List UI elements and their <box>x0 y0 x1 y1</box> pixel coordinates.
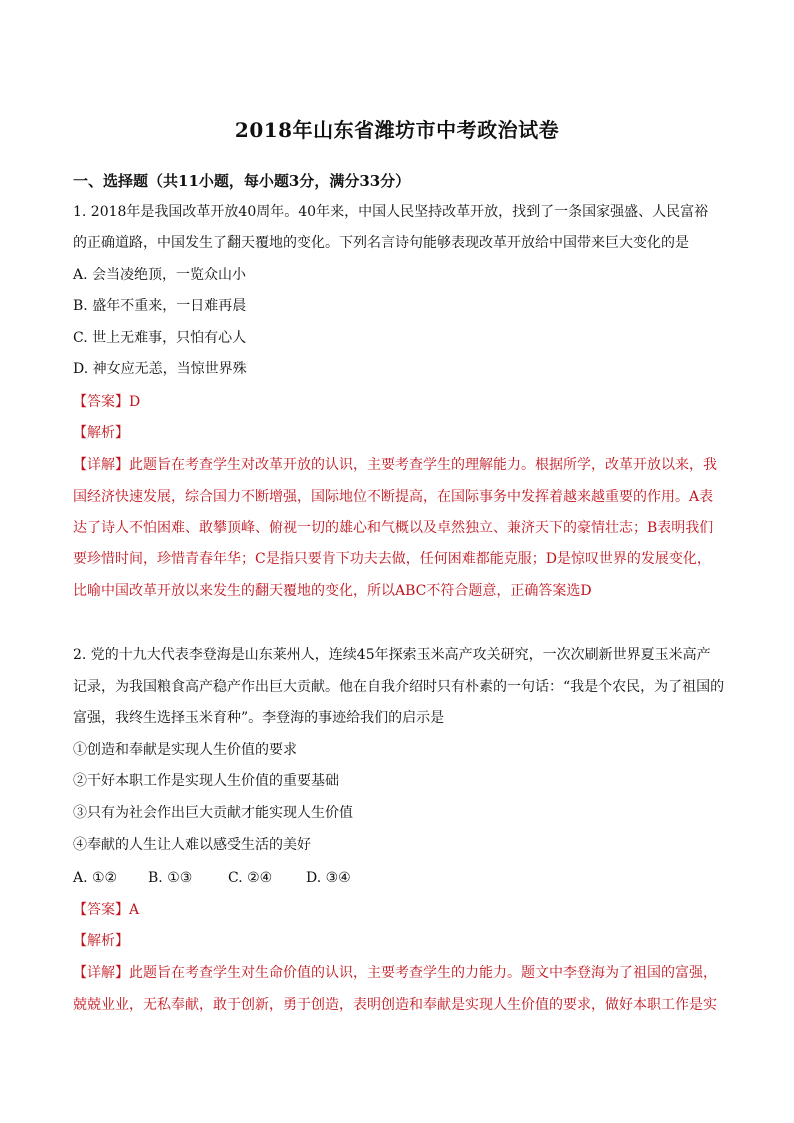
detail-text: 此题旨在考查学生对生命价值的认识，主要考查学生的力能力。题文中李登海为了祖国的富强， <box>129 965 717 981</box>
q2-detail-line-1 <box>73 963 717 983</box>
answer-value: D <box>129 394 141 410</box>
detail-tag: 【详解】 <box>73 457 129 473</box>
q2-choice-c: C. ②④ <box>228 870 273 886</box>
q1-analysis-tag: 【解析】 <box>73 425 129 441</box>
page-title: 2018年山东省潍坊市中考政治试卷 <box>234 118 560 142</box>
q2-statement-4: ④奉献的人生让人难以感受生活的美好 <box>73 837 311 853</box>
q2-stem-line-1: 2. 党的十九大代表李登海是山东莱州人，连续45年探索玉米高产攻关研究，一次次刷新世界夏玉米高产 <box>73 647 711 663</box>
q2-choice-b: B. ①③ <box>148 870 193 886</box>
q2-stem-line-3: 富强，我终生选择玉米育种”。李登海的事迹给我们的启示是 <box>73 710 445 726</box>
section-heading: 一、选择题（共11小题，每小题3分，满分33分） <box>73 172 411 190</box>
answer-tag: 【答案】 <box>73 394 129 410</box>
q2-analysis-tag: 【解析】 <box>73 933 129 949</box>
q2-detail-line-2: 兢兢业业，无私奉献，敢于创新，勇于创造，表明创造和奉献是实现人生价值的要求，做好本职工作是实 <box>73 997 717 1013</box>
q1-option-c: C. 世上无难事，只怕有心人 <box>73 330 247 346</box>
q1-stem-line-2: 的正确道路，中国发生了翻天覆地的变化。下列名言诗句能够表现改革开放给中国带来巨大变化的是 <box>73 235 689 251</box>
q1-detail-line-2: 国经济快速发展，综合国力不断增强，国际地位不断提高，在国际事务中发挥着越来越重要的作用。A表 <box>73 489 714 505</box>
answer-value: A <box>129 902 140 918</box>
q1-detail-line-5: 比喻中国改革开放以来发生的翻天覆地的变化，所以ABC不符合题意，正确答案选D <box>73 583 592 599</box>
q2-statement-1: ①创造和奉献是实现人生价值的要求 <box>73 742 297 758</box>
q2-answer <box>73 900 139 920</box>
q2-choices <box>73 868 351 888</box>
answer-tag: 【答案】 <box>73 902 129 918</box>
q1-option-a: A. 会当凌绝顶，一览众山小 <box>73 267 247 283</box>
q2-statement-3: ③只有为社会作出巨大贡献才能实现人生价值 <box>73 805 353 821</box>
q1-stem-line-1: 1. 2018年是我国改革开放40周年。40年来，中国人民坚持改革开放，找到了一条国家强盛、人民富裕 <box>73 204 709 220</box>
q2-choice-d: D. ③④ <box>306 870 351 886</box>
q2-choice-a: A. ①② <box>73 870 118 886</box>
q1-detail-line-3: 达了诗人不怕困难、敢攀顶峰、俯视一切的雄心和气概以及卓然独立、兼济天下的豪情壮志；B表明我们 <box>73 520 714 536</box>
q1-detail-line-4: 要珍惜时间，珍惜青春年华；C是指只要肯下功夫去做，任何困难都能克服；D是惊叹世界的发展变化， <box>73 551 711 567</box>
q1-option-d: D. 神女应无恙，当惊世界殊 <box>73 361 247 377</box>
detail-tag: 【详解】 <box>73 965 129 981</box>
q1-answer <box>73 392 140 412</box>
q1-detail-line-1 <box>73 455 717 475</box>
q1-option-b: B. 盛年不重来，一日难再晨 <box>73 298 247 314</box>
q2-stem-line-2: 记录，为我国粮食高产稳产作出巨大贡献。他在自我介绍时只有朴素的一句话：“我是个农民，为了祖国的 <box>73 679 725 695</box>
q2-statement-2: ②干好本职工作是实现人生价值的重要基础 <box>73 773 339 789</box>
detail-text: 此题旨在考查学生对改革开放的认识，主要考查学生的理解能力。根据所学，改革开放以来，我 <box>129 457 717 473</box>
